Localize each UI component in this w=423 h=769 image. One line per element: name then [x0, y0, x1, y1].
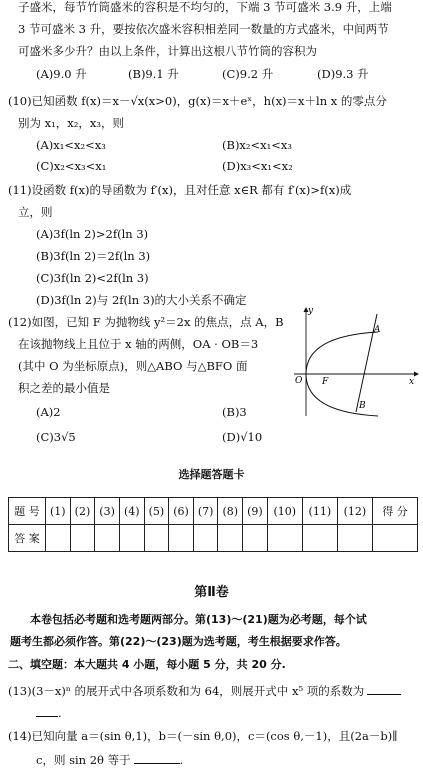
- q9-text-line3: 可盛米多少升？由以上条件，计算出这根八节竹筒的容积为: [18, 44, 317, 58]
- q12-option-b: (B)3: [222, 405, 247, 419]
- q9-option-d: (D)9.3 升: [317, 67, 369, 81]
- answer-cell[interactable]: [169, 525, 194, 552]
- q10-option-b: (B)x₂<x₁<x₃: [222, 138, 292, 152]
- q12-stem-line1: (12)如图，已知 F 为抛物线 y²＝2x 的焦点，点 A，B: [8, 315, 284, 329]
- q9-option-b: (B)9.1 升: [128, 67, 179, 81]
- part2-intro-line1: 本卷包括必考题和选考题两部分。第(13)～(21)题为必考题，每个试: [30, 613, 367, 626]
- fill-in-section-heading: 二、填空题：本大题共 4 小题，每小题 5 分，共 20 分.: [8, 658, 286, 671]
- answer-cell[interactable]: [302, 525, 337, 552]
- answer-cell[interactable]: [243, 525, 268, 552]
- q12-option-a: (A)2: [36, 405, 61, 419]
- focus-label: F: [322, 377, 329, 387]
- q11-stem-line1: (11)设函数 f(x)的导函数为 f′(x)，且对任意 x∈R 都有 f′(x)>f(x)成: [8, 183, 352, 197]
- answer-card-number: (3): [95, 498, 120, 525]
- q10-stem-line2: 别为 x₁，x₂，x₃，则: [18, 116, 124, 130]
- x-axis-arrow: [414, 372, 419, 377]
- answer-card-header-row: [9, 498, 418, 525]
- origin-label: O: [295, 376, 303, 386]
- q11-option-d: (D)3f(ln 2)与 2f(ln 3)的大小关系不确定: [36, 293, 247, 307]
- q13-line1: [8, 684, 401, 698]
- q9-option-a: (A)9.0 升: [36, 67, 87, 81]
- q11-option-a: (A)3f(ln 2)>2f(ln 3): [36, 227, 149, 241]
- answer-card-answer-row: [9, 525, 418, 552]
- part2-intro-line2: 题考生都必须作答。第(22)～(23)题为选考题，考生根据要求作答。: [10, 635, 347, 648]
- answer-card-number: (5): [144, 498, 169, 525]
- q14-text: c，则 sin 2θ 等于: [36, 753, 131, 767]
- q9-text-line2: 3 节可盛米 3 升，要按依次盛米容积相差同一数量的方式盛米，中间两节: [18, 22, 389, 36]
- q12-option-d: (D)√10: [222, 430, 263, 444]
- q13-period: .: [58, 706, 62, 720]
- q14-period: .: [179, 753, 184, 767]
- q10-stem-line1: (10)已知函数 f(x)＝x－√x(x>0)，g(x)＝x＋eˣ，h(x)＝x＋ln x 的零点分: [8, 94, 387, 108]
- q12-option-c: (C)3√5: [36, 430, 76, 444]
- answer-cell[interactable]: [144, 525, 169, 552]
- q10-option-d: (D)x₃<x₁<x₂: [222, 159, 293, 173]
- parabola-figure: [292, 306, 420, 418]
- q9-text-line1: 子盛米，每节竹筒盛米的容积是不均匀的，下端 3 节可盛米 3.9 升，上端: [18, 0, 392, 14]
- score-cell[interactable]: [373, 525, 418, 552]
- x-axis-label: x: [409, 377, 415, 387]
- answer-card-answer-label: 答 案: [9, 525, 46, 552]
- answer-card-number: (9): [243, 498, 268, 525]
- answer-card-number: (12): [337, 498, 372, 525]
- answer-card-number: (10): [267, 498, 302, 525]
- answer-cell[interactable]: [46, 525, 71, 552]
- q13-answer-blank[interactable]: [367, 684, 401, 695]
- point-a-label: A: [374, 325, 381, 335]
- q13-text: (13)(3－x)ⁿ 的展开式中各项系数和为 64，则展开式中 x⁵ 项的系数为: [8, 684, 365, 698]
- q10-option-a: (A)x₁<x₂<x₃: [36, 138, 106, 152]
- q14-line1: (14)已知向量 a＝(sin θ,1)，b＝(－sin θ,0)，c＝(cos θ,－1)，且(2a－b)∥: [8, 729, 398, 743]
- answer-cell[interactable]: [218, 525, 243, 552]
- q14-line2: [36, 753, 183, 767]
- answer-card-number: (4): [119, 498, 144, 525]
- q12-stem-line3: (其中 O 为坐标原点)，则△ABO 与△BFO 面: [18, 359, 248, 373]
- q14-answer-blank[interactable]: [134, 753, 180, 764]
- q13-answer-blank-cont[interactable]: [36, 706, 58, 717]
- answer-cell[interactable]: [193, 525, 218, 552]
- answer-card-number: (1): [46, 498, 71, 525]
- q11-option-b: (B)3f(ln 2)＝2f(ln 3): [36, 249, 151, 263]
- answer-card-number: (6): [169, 498, 194, 525]
- part2-title: 第Ⅱ卷: [194, 585, 229, 600]
- answer-card-number: (11): [302, 498, 337, 525]
- q9-option-c: (C)9.2 升: [222, 67, 274, 81]
- answer-cell[interactable]: [119, 525, 144, 552]
- answer-card-number: (7): [193, 498, 218, 525]
- answer-card-number: (8): [218, 498, 243, 525]
- answer-cell[interactable]: [95, 525, 120, 552]
- answer-card-header-label: 题 号: [9, 498, 46, 525]
- answer-card-table: [8, 497, 418, 552]
- q11-option-c: (C)3f(ln 2)<2f(ln 3): [36, 271, 149, 285]
- q12-stem-line4: 积之差的最小值是: [18, 381, 110, 395]
- answer-card-number: (2): [70, 498, 95, 525]
- q11-stem-line2: 立，则: [18, 205, 53, 219]
- q13-line2: [36, 706, 62, 720]
- answer-cell[interactable]: [70, 525, 95, 552]
- q10-option-c: (C)x₂<x₃<x₁: [36, 159, 107, 173]
- q12-stem-line2: 在该抛物线上且位于 x 轴的两侧，OA · OB＝3: [18, 337, 259, 351]
- answer-cell[interactable]: [267, 525, 302, 552]
- answer-card-title: 选择题答题卡: [178, 468, 245, 481]
- point-b-label: B: [359, 401, 366, 411]
- y-axis-label: y: [308, 306, 314, 316]
- answer-card-score-label: 得 分: [373, 498, 418, 525]
- answer-cell[interactable]: [337, 525, 372, 552]
